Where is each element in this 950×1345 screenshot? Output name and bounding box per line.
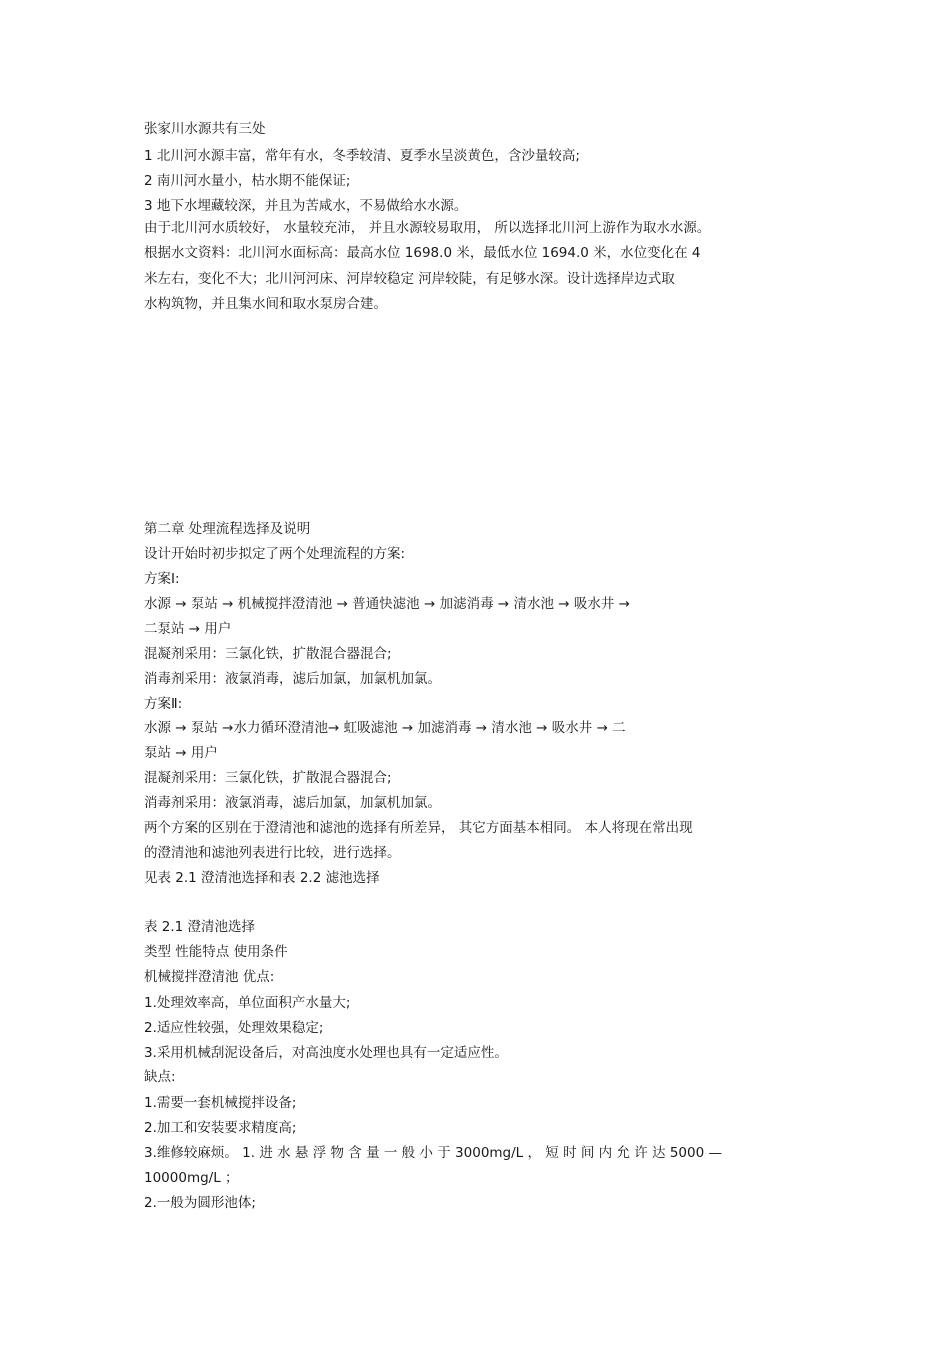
source-choice-reason: 由于北川河水质较好， 水量较充沛， 并且水源较易取用， 所以选择北川河上游作为取水水源。	[144, 220, 711, 236]
advantage-1: 1.处理效率高，单位面积产水量大;	[144, 995, 351, 1011]
table-caption: 表 2.1 澄清池选择	[144, 919, 256, 935]
chapter-intro: 设计开始时初步拟定了两个处理流程的方案:	[144, 546, 406, 562]
hydrology-line-2: 米左右，变化不大；北川河河床、河岸较稳定 河岸较陡，有足够水深。设计选择岸边式取	[144, 271, 675, 287]
plan1-label: 方案Ⅰ:	[144, 571, 180, 587]
hydrology-line-1: 根据水文资料：北川河水面标高：最高水位 1698.0 米，最低水位 1694.0 米，水位变化在 4	[144, 245, 701, 261]
plan2-flow-line-1: 水源 → 泵站 →水力循环澄清池→ 虹吸滤池 → 加滤消毒 → 清水池 → 吸水井 → 二	[144, 720, 626, 736]
hydrology-line-3: 水构筑物，并且集水间和取水泵房合建。	[144, 296, 387, 312]
plan1-disinfectant: 消毒剂采用：液氯消毒，滤后加氯，加氯机加氯。	[144, 671, 441, 687]
plan1-flow-line-2: 二泵站 → 用户	[144, 621, 232, 637]
section-title: 张家川水源共有三处	[144, 121, 266, 137]
maintenance-and-conditions-line: 3.维修较麻烦。 1. 进 水 悬 浮 物 含 量 一 般 小 于 3000mg/L ， 短 时 间 内 允 许 达 5000 —	[144, 1145, 722, 1161]
plan2-flow-line-2: 泵站 → 用户	[144, 745, 218, 761]
disadvantage-2: 2.加工和安装要求精度高;	[144, 1120, 297, 1136]
table-row-type: 机械搅拌澄清池 优点:	[144, 969, 275, 985]
conditions-continuation: 10000mg/L ；	[144, 1170, 239, 1186]
condition-2: 2.一般为圆形池体;	[144, 1195, 256, 1211]
plan2-disinfectant: 消毒剂采用：液氯消毒，滤后加氯，加氯机加氯。	[144, 795, 441, 811]
disadvantage-label: 缺点:	[144, 1069, 176, 1085]
table-header: 类型 性能特点 使用条件	[144, 944, 288, 960]
comparison-line-2: 的澄清池和滤池列表进行比较，进行选择。	[144, 845, 401, 861]
plan2-label: 方案Ⅱ:	[144, 696, 183, 712]
see-tables-note: 见表 2.1 澄清池选择和表 2.2 滤池选择	[144, 870, 380, 886]
source-item-3: 3 地下水埋藏较深，并且为苦咸水，不易做给水水源。	[144, 198, 468, 214]
plan1-flow-line-1: 水源 → 泵站 → 机械搅拌澄清池 → 普通快滤池 → 加滤消毒 → 清水池 → 吸水井 →	[144, 596, 630, 612]
comparison-line-1: 两个方案的区别在于澄清池和滤池的选择有所差异， 其它方面基本相同。 本人将现在常出现	[144, 820, 693, 836]
plan2-coagulant: 混凝剂采用：三氯化铁，扩散混合器混合;	[144, 770, 392, 786]
chapter-title: 第二章 处理流程选择及说明	[144, 521, 311, 537]
advantage-2: 2.适应性较强，处理效果稳定;	[144, 1020, 324, 1036]
disadvantage-1: 1.需要一套机械搅拌设备;	[144, 1095, 297, 1111]
source-item-2: 2 南川河水量小，枯水期不能保证;	[144, 173, 351, 189]
plan1-coagulant: 混凝剂采用：三氯化铁，扩散混合器混合;	[144, 646, 392, 662]
source-item-1: 1 北川河水源丰富，常年有水，冬季较清、夏季水呈淡黄色，含沙量较高;	[144, 148, 580, 164]
advantage-3: 3.采用机械刮泥设备后，对高浊度水处理也具有一定适应性。	[144, 1045, 508, 1061]
